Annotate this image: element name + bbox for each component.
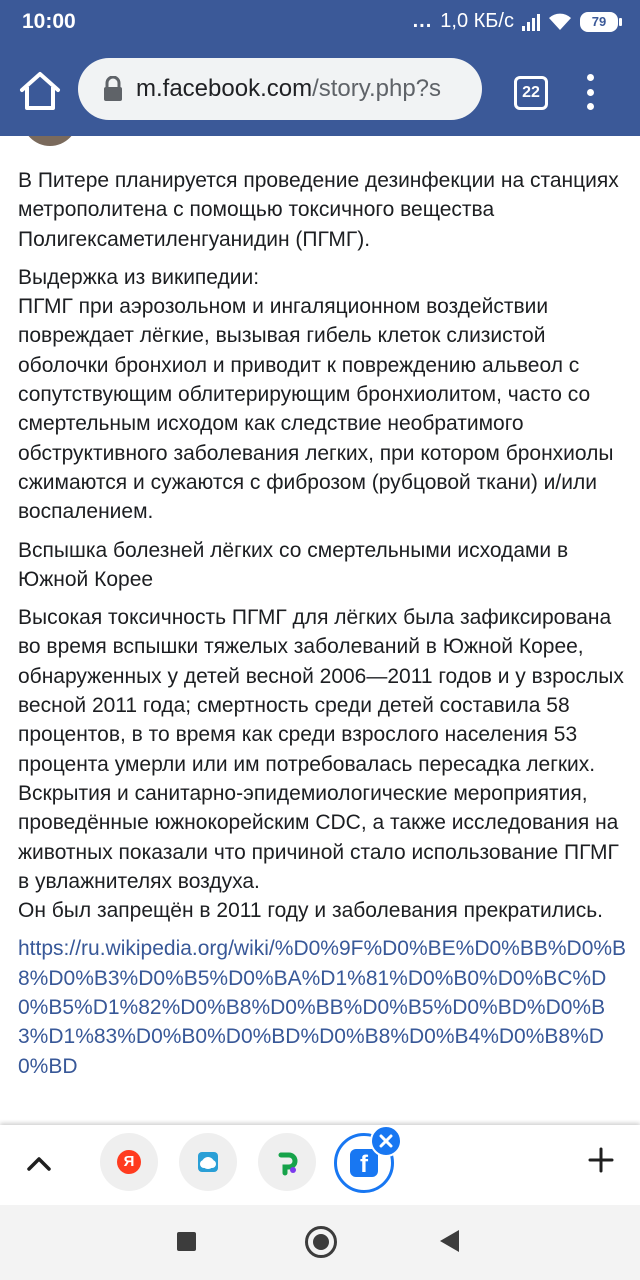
post-paragraph: Высокая токсичность ПГМГ для лёгких была зафиксирована во время вспышки тяжелых заболеваний в Южной Корее, обнаруженных у детей весной 2006—2011 годов и у взрослых весной 2011 года; смертность среди детей составила 58 процентов, в то время как среди взрослого населения 53 процента умерли или им потребовалась пересадка легких.: [18, 606, 624, 776]
lock-icon: [102, 76, 124, 102]
post-paragraph: ПГМГ при аэрозольном и ингаляционном воздействии повреждает лёгкие, вызывая гибель клеток слизистой оболочки бронхиол и приводит к повреждению альвеол с сопутствующим облитерирующим бронхиолитом, часто со смертельным исходом как следствие необратимого обструктивного заболевания легких, при котором бронхиолы сжимаются и сужаются с фиброзом (рубцовой ткани) и/или воспалением.: [18, 295, 614, 524]
recent-apps-icon[interactable]: [177, 1232, 196, 1251]
back-icon[interactable]: [440, 1230, 459, 1252]
tab-strip: [0, 1125, 640, 1205]
app-logo-icon: [258, 1133, 316, 1191]
close-tab-icon[interactable]: [370, 1125, 402, 1157]
status-bar: [0, 0, 640, 46]
tab-yandex[interactable]: [100, 1133, 158, 1191]
post-paragraph: В Питере планируется проведение дезинфекции на станциях метрополитена с помощью токсичного вещества Полигексаметиленгуанидин (ПГМГ).: [18, 169, 619, 251]
status-icons: [413, 10, 622, 33]
home-icon[interactable]: [18, 70, 62, 112]
post-paragraph: Вспышка болезней лёгких со смертельными исходами в Южной Корее: [18, 538, 569, 591]
facebook-icon: f: [350, 1149, 378, 1177]
tab-switcher-button[interactable]: 22: [514, 76, 548, 110]
wikipedia-link[interactable]: https://ru.wikipedia.org/wiki/%D0%9F%D0%BE%D0%BB%D0%B8%D0%B3%D0%B5%D0%BA%D1%81%D0%B0%D0%BC%D0%B5%D1%82%D0%B8%D0%BB%D0%B5%D0%BD%D0%B3%D1%83%D0%B0%D0%BD%D0%B8%D0%B4%D0%B8%D0%BD: [18, 937, 627, 1078]
clock: 10:00: [22, 10, 76, 33]
post-paragraph: Он был запрещён в 2011 году и заболевания прекратились.: [18, 899, 603, 923]
overflow-menu-icon[interactable]: [584, 74, 596, 110]
author-avatar[interactable]: [22, 136, 78, 146]
tab-app[interactable]: [258, 1133, 316, 1191]
chevron-up-icon[interactable]: [26, 1151, 52, 1177]
battery-icon: [580, 12, 622, 32]
page-content[interactable]: [0, 136, 640, 1125]
new-tab-plus-icon[interactable]: [588, 1147, 614, 1173]
cloud-icon: [179, 1133, 237, 1191]
post-paragraph: Выдержка из википедии:: [18, 265, 260, 289]
yandex-icon: Я: [117, 1150, 141, 1174]
signal-icon: [522, 13, 540, 31]
post-body: [18, 166, 630, 1081]
url-domain: m.facebook.com: [136, 75, 313, 102]
home-circle-icon[interactable]: [305, 1226, 337, 1258]
url-path: /story.php?s: [312, 75, 442, 102]
battery-level: 79: [580, 12, 618, 32]
post-paragraph: Вскрытия и санитарно-эпидемиологические мероприятия, проведённые южнокорейским CDC, а также исследования на животных показали что причиной стало использование ПГМГ в увлажнителях воздуха.: [18, 781, 619, 893]
address-bar[interactable]: [78, 58, 482, 120]
wifi-icon: [548, 13, 572, 31]
author-name-partial: [96, 136, 101, 151]
browser-toolbar: [0, 46, 640, 136]
url-text: [136, 75, 441, 103]
tab-weather[interactable]: [179, 1133, 237, 1191]
notification-dots: ...: [412, 10, 433, 32]
network-speed: 1,0 КБ/с: [440, 10, 514, 32]
system-navigation-bar: [0, 1205, 640, 1280]
